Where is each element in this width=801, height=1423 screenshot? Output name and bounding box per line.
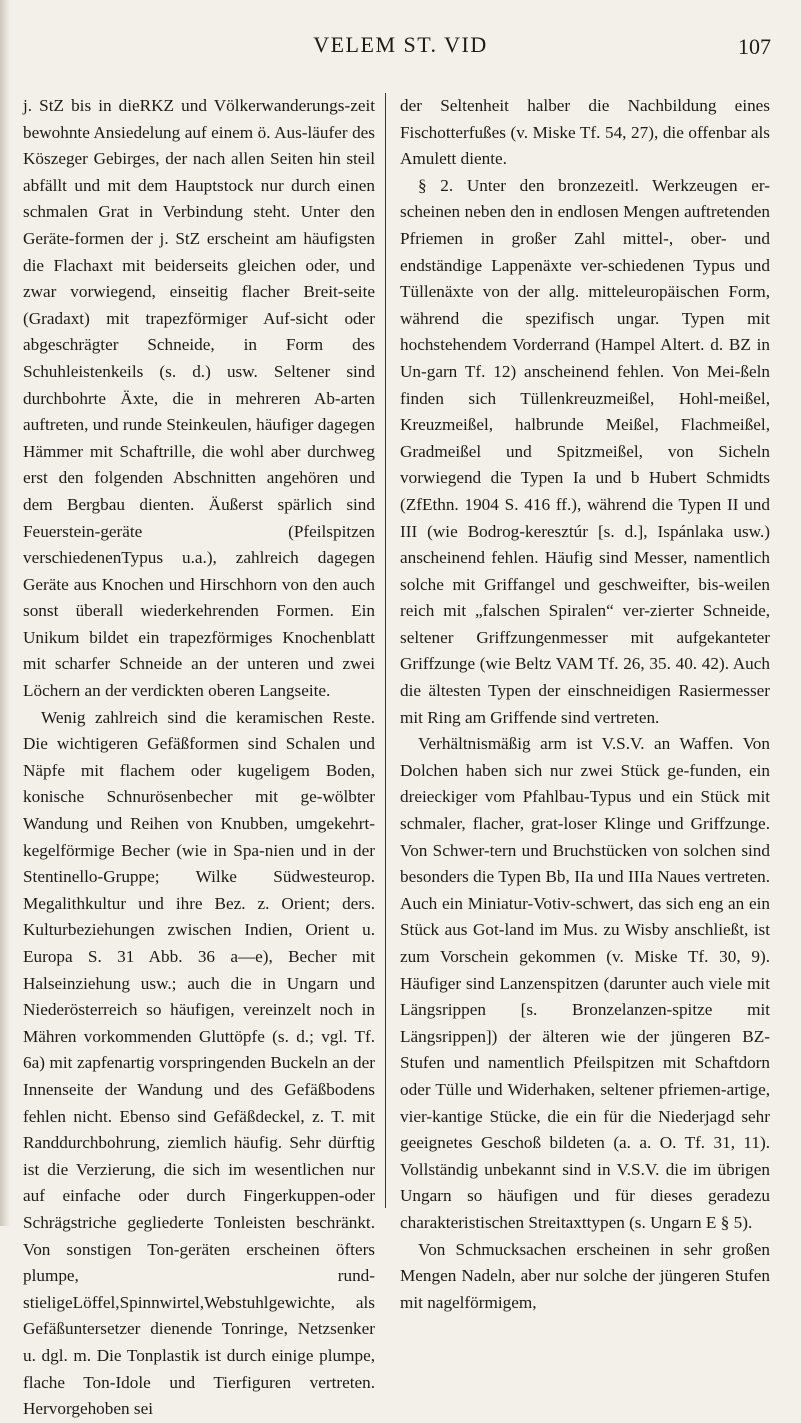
left-paragraph-1: j. StZ bis in dieRKZ und Völkerwanderungs-zeit bewohnte Ansiedelung auf einem ö. Aus-läufer des Köszeger Gebirges, der nach allen Seiten hin steil abfällt und mit dem Hauptstock nur durch einen schmalen Grat in Verbindung steht. Unter den Geräte-formen der j. StZ erscheint am häufigsten die Flachaxt mit beiderseits gleichen oder, und zwar vorwiegend, einseitig flacher Breit-seite (Gradaxt) mit trapezförmiger Auf-sicht oder abgeschrägter Schneide, in Form des Schuhleistenkeils (s. d.) usw. Seltener sind durchbohrte Äxte, die in mehreren Ab-arten auftreten, und runde Steinkeulen, häufiger dagegen Hämmer mit Schaftrille, die wohl aber durchweg erst den folgenden Abschnitten angehören und dem Bergbau dienten. Äußerst spärlich sind Feuerstein-geräte (Pfeilspitzen verschiedenenTypus u.a.), zahlreich dagegen Geräte aus Knochen und Hirschhorn von den auch sonst überall wiederkehrenden Formen. Ein Unikum bildet ein trapezförmiges Knochenblatt mit scharfer Schneide an der unteren und zwei Löchern an der verdickten oberen Langseite. xyxy=(23,96,375,701)
left-column xyxy=(23,93,375,1423)
page-number: 107 xyxy=(738,34,771,59)
left-paragraph-2: Wenig zahlreich sind die keramischen Reste. Die wichtigeren Gefäßformen sind Schalen und Näpfe mit flachem oder kugeligem Boden, konische Schnurösenbecher mit ge-wölbter Wandung und Reihen von Knubben, umgekehrt-kegelförmige Becher (wie in Spa-nien und in der Stentinello-Gruppe; Wilke Südwesteurop. Megalithkultur und ihre Bez. z. Orient; ders. Kulturbeziehungen zwischen Indien, Orient u. Europa S. 31 Abb. 36 a—e), Becher mit Halseinziehung usw.; auch die in Ungarn und Niederösterreich so häufigen, vereinzelt noch in Mähren vorkommenden Gluttöpfe (s. d.; vgl. Tf. 6a) mit zapfenartig vorspringenden Buckeln an der Innenseite der Wandung und des Gefäßbodens fehlen nicht. Ebenso sind Gefäßdeckel, z. T. mit Randdurchbohrung, ziemlich häufig. Sehr dürftig ist die Verzierung, die sich im wesentlichen nur auf einfache oder durch Fingerkuppen-oder Schrägstriche gegliederte Tonleisten beschränkt. Von sonstigen Ton-geräten erscheinen öfters plumpe, rund-stieligeLöffel,Spinnwirtel,Webstuhlgewichte, als Gefäßuntersetzer dienende Tonringe, Netzsenker u. dgl. m. Die Tonplastik ist durch einige plumpe, flache Ton-Idole und Tierfiguren vertreten. Hervorgehoben sei xyxy=(23,707,375,1419)
running-title: VELEM ST. VID xyxy=(313,32,488,57)
right-column xyxy=(400,93,770,1316)
page-header xyxy=(0,26,801,60)
page-edge-shadow xyxy=(0,0,10,1226)
right-paragraph-2: § 2. Unter den bronzezeitl. Werkzeugen er-scheinen neben den in endlosen Mengen auftretenden Pfriemen in großer Zahl mittel-, ober- und endständige Lappenäxte ver-schiedenen Typus und Tüllenäxte von der allg. mitteleuropäischen Form, während die spezifisch ungar. Typen mit hochstehendem Vorderrand (Hampel Altert. d. BZ in Un-garn Tf. 12) anscheinend fehlen. Von Mei-ßeln finden sich Tüllenkreuzmeißel, Hohl-meißel, Kreuzmeißel, halbrunde Meißel, Flachmeißel, Gradmeißel und Spitzmeißel, von Sicheln vorwiegend die Typen Ia und b Hubert Schmidts (ZfEthn. 1904 S. 416 ff.), während die Typen II und III (wie Bodrog-keresztúr [s. d.], Ispánlaka usw.) anscheinend fehlen. Häufig sind Messer, namentlich solche mit Griffangel und geschweifter, bis-weilen reich mit „falschen Spiralen“ ver-zierter Schneide, seltener Griffzungenmesser mit aufgekanteter Griffzunge (wie Beltz VAM Tf. 26, 35. 40. 42). Auch die ältesten Typen der einschneidigen Rasiermesser mit Ring am Griffende sind vertreten. xyxy=(400,175,770,727)
right-paragraph-1: der Seltenheit halber die Nachbildung eines Fischotterfußes (v. Miske Tf. 54, 27), die offenbar als Amulett diente. xyxy=(400,96,770,169)
column-divider xyxy=(385,93,386,1208)
right-paragraph-3: Verhältnismäßig arm ist V.S.V. an Waffen. Von Dolchen haben sich nur zwei Stück ge-funden, ein dreieckiger vom Pfahlbau-Typus und ein Stück mit schmaler, flacher, grat-loser Klinge und Griffzunge. Von Schwer-tern und Bruchstücken von solchen sind besonders die Typen Bb, IIa und IIIa Naues vertreten. Auch ein Miniatur-Votiv-schwert, das sich eng an ein Stück aus Got-land im Mus. zu Wisby anschließt, ist zum Vorschein gekommen (v. Miske Tf. 30, 9). Häufiger sind Lanzenspitzen (darunter auch viele mit Längsrippen [s. Bronzelanzen-spitze mit Längsrippen]) der älteren wie der jüngeren BZ-Stufen und namentlich Pfeilspitzen mit Schaftdorn oder Tülle und Widerhaken, seltener pfriemen-artige, vier-kantige Stücke, die ein für die Niederjagd sehr geeignetes Geschoß bildeten (a. a. O. Tf. 31, 11). Vollständig unbekannt sind in V.S.V. die im übrigen Ungarn so häufigen und für dieses geradezu charakteristischen Streitaxttypen (s. Ungarn E § 5). xyxy=(400,734,770,1232)
right-paragraph-4: Von Schmucksachen erscheinen in sehr großen Mengen Nadeln, aber nur solche der jüngeren Stufen mit nagelförmigem, xyxy=(400,1239,770,1312)
